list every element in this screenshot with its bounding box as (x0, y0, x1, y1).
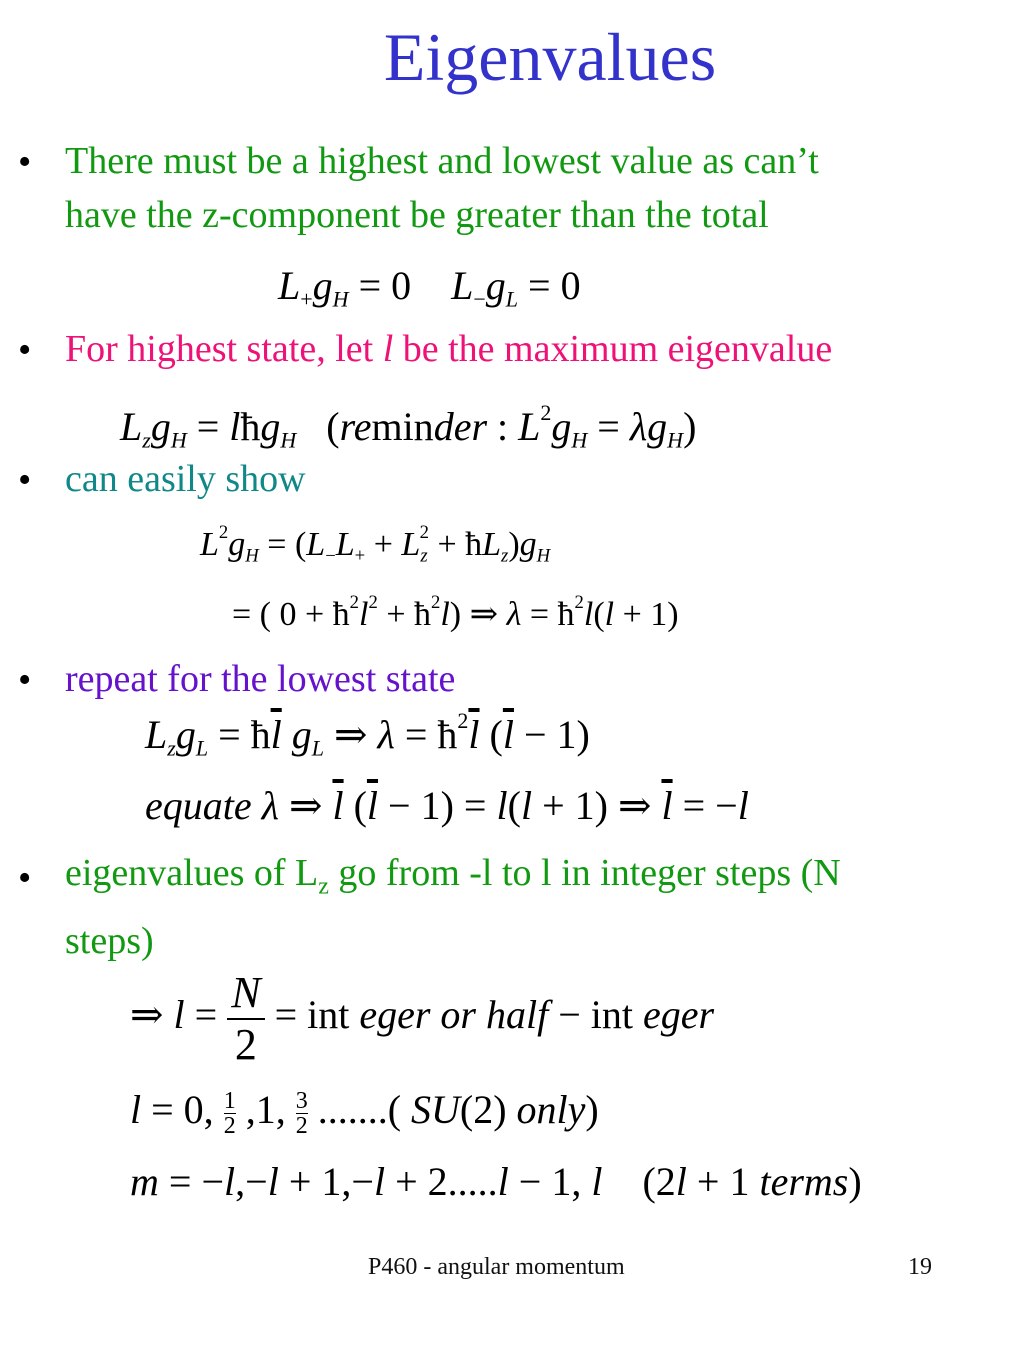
bullet-5-line-2: steps) (65, 919, 154, 962)
bullet-dot: • (18, 141, 32, 183)
equation-l-values: l = 0, $\frac{1}{2}$ ,1, $\frac{3}{2}$ .......( SU(2) only) (130, 1087, 599, 1140)
bullet-1-line-2: have the z-component be greater than the total (65, 194, 769, 236)
bullet-5-subscript: z (318, 873, 329, 900)
bullet-5-text-a: eigenvalues of L (65, 852, 319, 894)
bullet-5 (65, 846, 841, 968)
bullet-dot: • (18, 857, 32, 899)
bullet-1-line-1: There must be a highest and lowest value as can’t (65, 140, 819, 182)
equation-m-values: m = −l,−l + 1,−l + 2.....l − 1, l (2l + 1 terms) (130, 1159, 862, 1204)
bullet-5-text-b: go from -l to l in integer steps (N (338, 852, 841, 894)
equation-equate-lambda: equate λ ⇒ $\overline{l}$ $(\overline{l} - 1) = l(l + 1)$ ⇒ $\overline{l} = -l$ (145, 783, 749, 828)
footer-course-title: P460 - angular momentum (368, 1254, 625, 1280)
bullet-2-rest: be the maximum eigenvalue (402, 328, 833, 370)
bullet-dot: • (18, 659, 32, 701)
equation-integer-half-integer: ⇒ l = $\frac{N}{2}$ = int eger or half − int eger (130, 968, 715, 1069)
equation-l-squared: $L^2g_H = (L_-L_+ + L_z^2$ + $ħL_z)g_H$ (200, 522, 551, 567)
footer-page-number: 19 (908, 1254, 932, 1280)
slide-title: Eigenvalues (383, 19, 717, 95)
bullet-2 (65, 322, 832, 376)
bullet-2-var: l (382, 328, 394, 370)
bullet-3: can easily show (65, 458, 306, 500)
equation-lowest-state: $L_zg_L$ = $ħ\overline{l}$ $g_L$ ⇒ $\lambda = ħ^2\overline{l}$ $(\overline{l} - 1)$ (145, 708, 590, 761)
equation-highest-state: $L_zg_H$ = lħg$_H$ (reminder : $L^2g_H = \lambda g_H$) (120, 400, 697, 453)
bullet-4: repeat for the lowest state (65, 658, 456, 700)
bullet-dot: • (18, 459, 32, 501)
bullet-1 (65, 134, 819, 242)
equation-lambda-result: = ( $0 + ħ^2l^2$ + $ħ^2l$) ⇒ $\lambda = ħ^2l(l + 1)$ (232, 592, 679, 633)
bullet-2-text: For highest state, let (65, 328, 374, 370)
bullet-dot: • (18, 329, 32, 371)
equation-raising-lowering: $L_+g_H = 0$ $L_-g_L = 0$ (278, 263, 581, 312)
